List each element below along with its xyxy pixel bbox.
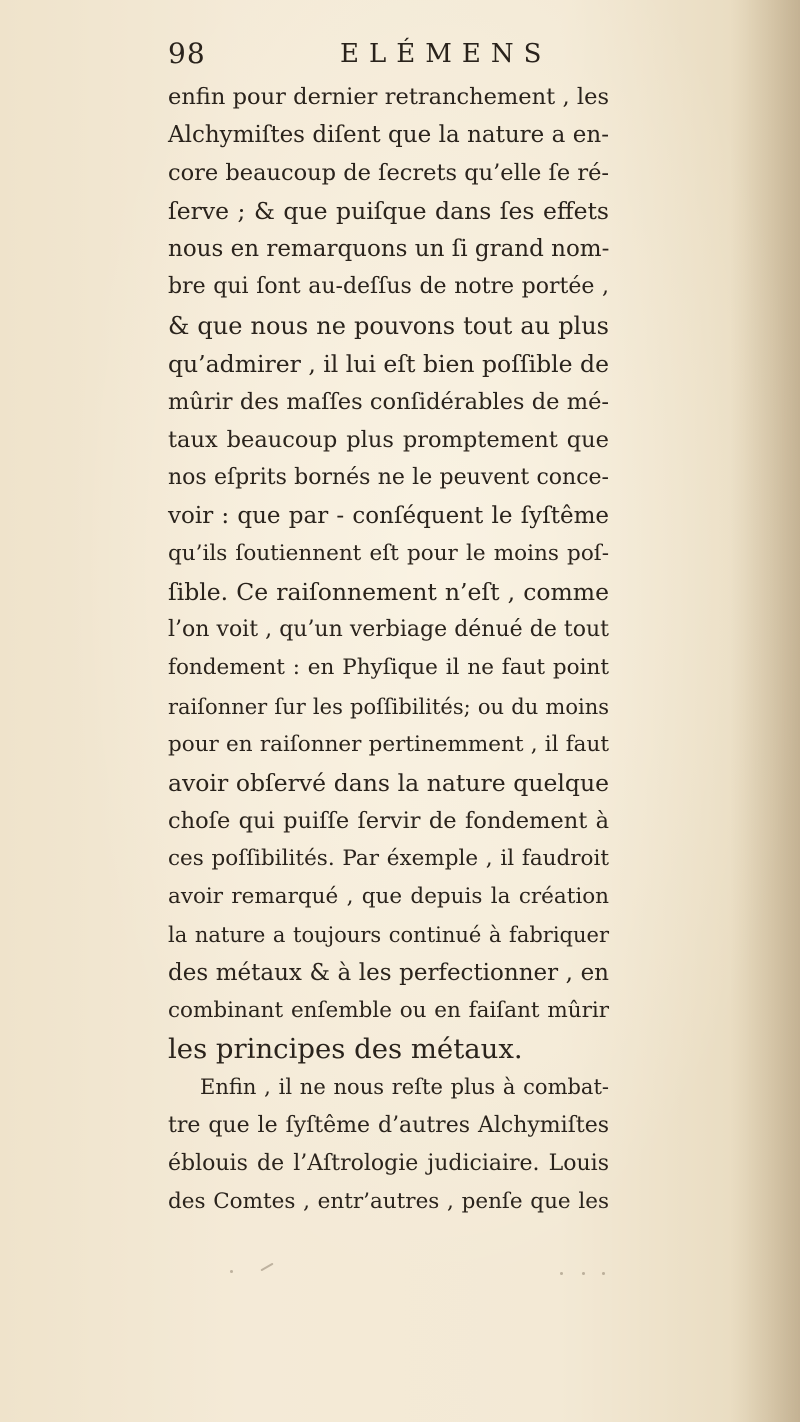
body-text [168, 78, 609, 1221]
page-gutter-shadow [730, 0, 800, 1422]
text-line: qu’ils ſoutiennent eſt pour le moins poſ- [168, 541, 609, 567]
text-line: voir : que par - conſéquent le ſyſtême [168, 503, 609, 530]
text-line: avoir remarqué , que depuis la création [168, 883, 609, 909]
page-header [168, 36, 608, 72]
text-line: Alchymiſtes diſent que la nature a en- [168, 122, 609, 149]
text-line: nous en remarquons un ſi grand nom- [168, 236, 610, 263]
text-line: enfin pour dernier retranchement , les [168, 84, 609, 110]
text-line: ces poſſibilités. Par éxemple , il faudroit [168, 845, 609, 871]
ink-specks [230, 1262, 610, 1302]
text-line: nos eſprits bornés ne le peuvent conce- [168, 464, 609, 490]
text-line: la nature a toujours continué à fabriquer [168, 923, 609, 948]
text-line: raiſonner ſur les poſſibilités; ou du moins [168, 694, 609, 719]
text-line: ſible. Ce raiſonnement n’eſt , comme [168, 578, 609, 607]
text-line: pour en raiſonner pertinemment , il faut [168, 731, 609, 757]
text-line: avoir obſervé dans la nature quelque [168, 768, 609, 797]
text-line: des Comtes , entr’autres , penſe que les [168, 1188, 609, 1214]
paragraph-end-line: les principes des métaux. [168, 1033, 523, 1066]
text-line: fondement : en Phyſique il ne faut point [168, 655, 609, 681]
running-head: ELÉMENS [340, 39, 552, 69]
text-line: & que nous ne pouvons tout au plus [168, 311, 609, 340]
text-line: qu’admirer , il lui eſt bien poſſible de [168, 349, 610, 378]
page-number: 98 [168, 37, 206, 70]
text-line: l’on voit , qu’un verbiage dénué de tout [168, 617, 609, 643]
text-line: choſe qui puiſſe ſervir de fondement à [168, 807, 609, 834]
paragraph-start-line: Enfin , il ne nous reſte plus à combat- [200, 1075, 609, 1100]
text-line: combinant enſemble ou en faiſant mûrir [168, 998, 609, 1024]
text-line: tre que le ſyſtême d’autres Alchymiſtes [168, 1112, 609, 1138]
text-line: éblouis de l’Aſtrologie judiciaire. Louis [168, 1150, 609, 1176]
text-line: ſerve ; & que puiſque dans ſes effets [168, 197, 609, 226]
text-line: mûrir des maſſes conſidérables de mé- [168, 388, 609, 415]
text-line: bre qui ſont au-deſſus de notre portée , [168, 274, 609, 300]
text-line: core beaucoup de ſecrets qu’elle ſe ré- [168, 160, 609, 187]
text-line: des métaux & à les perfectionner , en [168, 960, 609, 987]
text-line: taux beaucoup plus promptement que [168, 426, 609, 453]
